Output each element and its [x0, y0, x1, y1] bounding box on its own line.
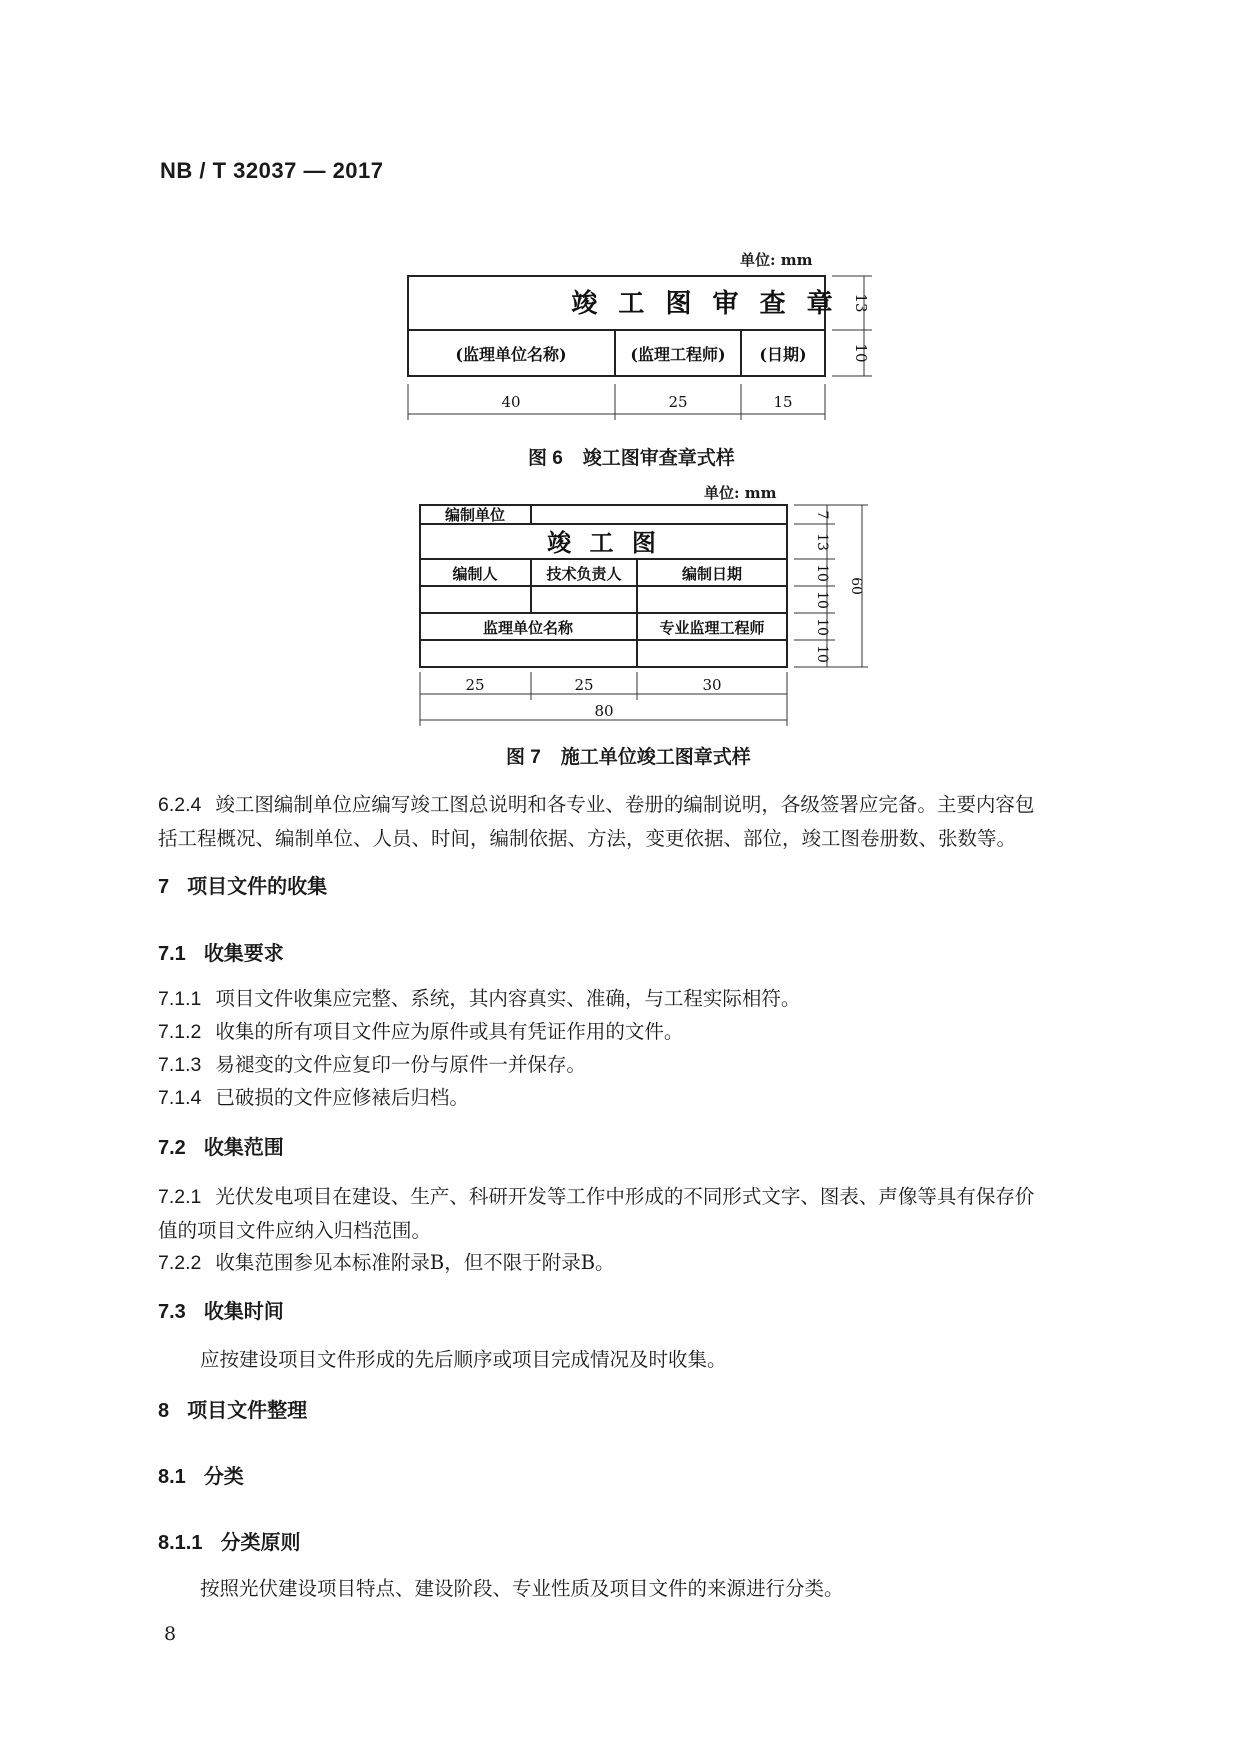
- figure7-height-5: 10: [814, 618, 830, 636]
- section-8-1-heading: 8.1 分类: [158, 1464, 244, 1488]
- figure7-title: 竣 工 图: [547, 528, 661, 557]
- page-number: 8: [164, 1623, 177, 1645]
- figure7-width-3: 30: [702, 676, 722, 694]
- figure7-caption: 图 7 施工单位竣工图章式样: [506, 746, 751, 768]
- figure7-label-compiling-unit: 编制单位: [444, 506, 506, 524]
- figure7-total-width: 80: [594, 702, 614, 720]
- clause-7-3-text: 应按建设项目文件形成的先后顺序或项目完成情况及时收集。: [200, 1348, 727, 1371]
- figure7-label-supervisor-unit: 监理单位名称: [482, 619, 574, 637]
- section-7-3-heading: 7.3 收集时间: [158, 1299, 284, 1323]
- figure7-label-compile-date: 编制日期: [681, 565, 743, 583]
- figure6-width-3: 15: [773, 393, 793, 411]
- figure7-total-height: 60: [848, 577, 864, 595]
- figure7-height-3: 10: [814, 564, 830, 582]
- section-8-1-1-heading: 8.1.1 分类原则: [158, 1530, 301, 1554]
- section-8-heading: 8 项目文件整理: [158, 1398, 308, 1422]
- figure6-width-2: 25: [668, 393, 688, 411]
- clause-8-1-1-text: 按照光伏建设项目特点、建设阶段、专业性质及项目文件的来源进行分类。: [200, 1577, 844, 1600]
- figure7-stamp-diagram: [0, 490, 1241, 740]
- figure6-stamp-diagram: [0, 0, 1241, 450]
- figure7-label-tech-lead: 技术负责人: [546, 565, 622, 583]
- section-7-2-heading: 7.2 收集范围: [158, 1135, 284, 1159]
- clause-7-1-1: 7.1.1 项目文件收集应完整、系统，其内容真实、准确，与工程实际相符。: [158, 987, 801, 1010]
- clause-7-1-3: 7.1.3 易褪变的文件应复印一份与原件一并保存。: [158, 1053, 586, 1076]
- figure7-height-1: 7: [814, 510, 830, 520]
- section-7-1-heading: 7.1 收集要求: [158, 941, 284, 965]
- clause-7-2-1: 7.2.1 光伏发电项目在建设、生产、科研开发等工作中形成的不同形式文字、图表、声像等具有保存价 值的项目文件应纳入归档范围。: [158, 1185, 1035, 1242]
- figure7-width-2: 25: [574, 676, 594, 694]
- figure6-title: 竣 工 图 审 查 章: [571, 289, 839, 319]
- figure6-cell-engineer: (监理工程师): [630, 345, 726, 364]
- standard-code: NB / T 32037 — 2017: [160, 158, 384, 183]
- figure7-unit: 单位: mm: [704, 484, 777, 502]
- figure7-label-compiler: 编制人: [452, 565, 498, 583]
- figure7-height-6: 10: [814, 645, 830, 663]
- clause-7-2-2: 7.2.2 收集范围参见本标准附录B，但不限于附录B。: [158, 1251, 615, 1274]
- figure7-label-supervisor-engineer: 专业监理工程师: [659, 619, 765, 637]
- figure6-width-1: 40: [501, 393, 521, 411]
- clause-6-2-4: 6.2.4 竣工图编制单位应编写竣工图总说明和各专业、卷册的编制说明，各级签署应完备。主要内容包 括工程概况、编制单位、人员、时间，编制依据、方法，变更依据、部位，竣工图卷册数、张数等。: [158, 793, 1035, 850]
- figure6-unit: 单位: mm: [740, 251, 813, 269]
- figure7-height-2: 13: [814, 533, 830, 551]
- figure6-cell-date: (日期): [759, 345, 807, 364]
- figure7-width-1: 25: [465, 676, 485, 694]
- figure6-height-2: 10: [852, 343, 870, 363]
- figure6-height-1: 13: [852, 293, 870, 313]
- figure6-caption: 图 6 竣工图审查章式样: [528, 447, 735, 469]
- figure6-cell-unit: (监理单位名称): [455, 345, 567, 364]
- clause-7-1-4: 7.1.4 已破损的文件应修裱后归档。: [158, 1086, 469, 1109]
- clause-7-1-2: 7.1.2 收集的所有项目文件应为原件或具有凭证作用的文件。: [158, 1020, 684, 1043]
- section-7-heading: 7 项目文件的收集: [158, 874, 328, 898]
- figure7-height-4: 10: [814, 591, 830, 609]
